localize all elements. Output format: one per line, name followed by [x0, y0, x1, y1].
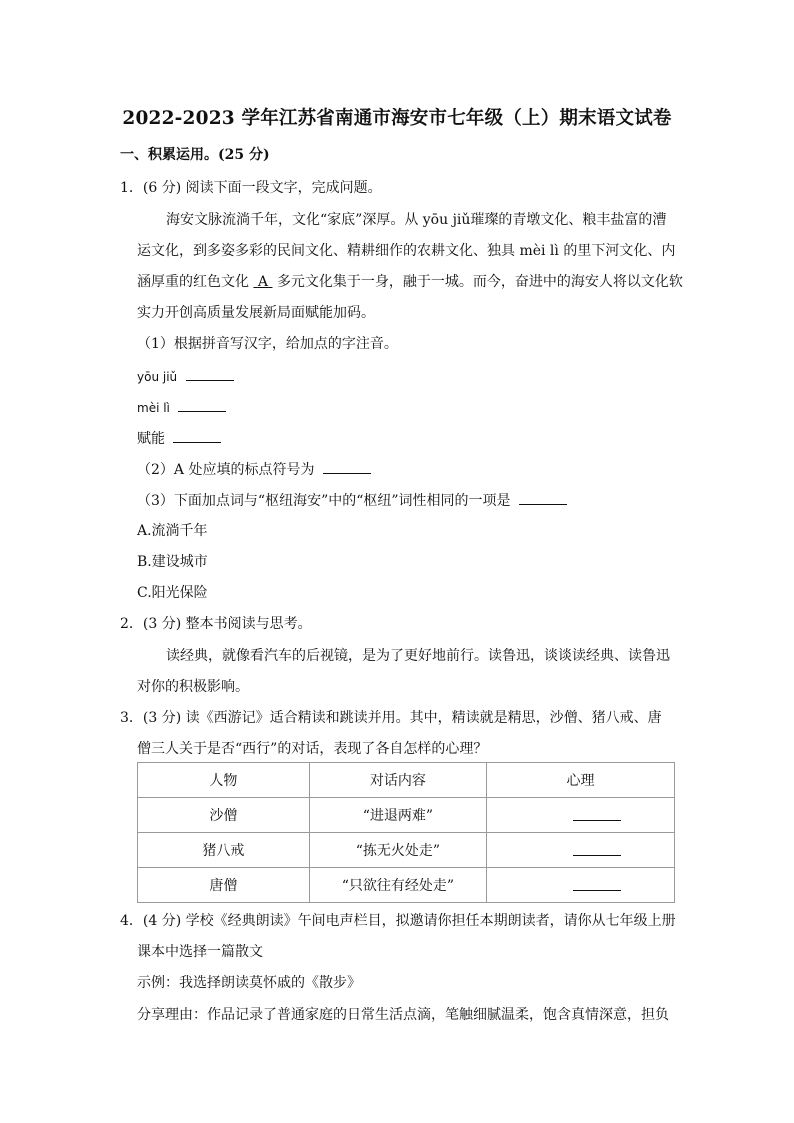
cell-dialog: “拣无火处走” [309, 833, 486, 868]
table-row [138, 868, 675, 903]
q1-passage-line-3b: 多元文化集于一身，融于一城。而今，奋进中的海安人将以文化软 [276, 274, 683, 290]
q1-passage-line-3 [137, 272, 683, 292]
q4-example: 示例：我选择朗读莫怀戚的《散步》 [137, 975, 361, 991]
q2-line-2: 对你的积极影响。 [137, 679, 249, 695]
q1-passage-line-2: 运文化，到多姿多彩的民间文化、精耕细作的农耕文化、独具 mèi lì 的里下河文化、内 [137, 243, 676, 259]
q2-heading: 2．(3 分) 整本书阅读与思考。 [120, 616, 312, 632]
cell-person: 猪八戒 [138, 833, 310, 868]
q1-sub1: （1）根据拼音写汉字，给加点的字注音。 [137, 336, 398, 352]
exam-title: 2022-2023 学年江苏省南通市海安市七年级（上）期末语文试卷 [122, 108, 672, 129]
answer-blank[interactable] [519, 490, 567, 505]
table-header-dialog: 对话内容 [309, 763, 486, 798]
q4-heading-1: 4．(4 分) 学校《经典朗读》午间电声栏目，拟邀请你担任本期朗读者，请你从七年级上册 [120, 913, 676, 929]
cell-psychology [487, 868, 675, 903]
table-header-psychology: 心理 [487, 763, 675, 798]
cell-person: 唐僧 [138, 868, 310, 903]
pinyin-1-row [137, 366, 234, 387]
answer-blank[interactable] [573, 806, 621, 821]
q1-heading: 1．(6 分) 阅读下面一段文字，完成问题。 [120, 180, 382, 196]
option-a[interactable]: A.流淌千年 [137, 523, 208, 539]
cell-psychology [487, 833, 675, 868]
q1-sub2: （2）A 处应填的标点符号为 [137, 459, 371, 480]
pinyin-1: yōu jiǔ [137, 370, 178, 384]
table-header-person: 人物 [138, 763, 310, 798]
q4-heading-2: 课本中选择一篇散文 [137, 944, 263, 960]
answer-blank[interactable] [173, 428, 221, 443]
answer-blank[interactable] [573, 841, 621, 856]
cell-dialog: “进退两难” [309, 798, 486, 833]
q1-passage-line-1: 海安文脉流淌千年，文化“家底”深厚。从 yōu jiǔ璀璨的青墩文化、粮丰盐富的漕 [166, 212, 667, 228]
answer-blank[interactable] [178, 397, 226, 412]
q4-reason: 分享理由：作品记录了普通家庭的日常生活点滴，笔触细腻温柔，饱含真情深意，担负 [137, 1007, 669, 1023]
word-funeng: 赋能 [137, 431, 165, 447]
table-row [138, 833, 675, 868]
psychology-table [137, 762, 675, 903]
blank-A-marker: A [257, 274, 269, 290]
pinyin-2: mèi lì [137, 401, 170, 415]
q2-line-1: 读经典，就像看汽车的后视镜，是为了更好地前行。读鲁迅，谈谈读经典、读鲁迅 [166, 648, 670, 664]
pinyin-2-row [137, 397, 226, 418]
q3-heading-1: 3．(3 分) 读《西游记》适合精读和跳读并用。其中，精读就是精思，沙僧、猪八戒、唐 [120, 710, 662, 726]
cell-psychology [487, 798, 675, 833]
q1-passage-line-3a: 涵厚重的红色文化 [137, 274, 249, 290]
table-row [138, 798, 675, 833]
answer-blank[interactable] [573, 876, 621, 891]
option-b[interactable]: B.建设城市 [137, 554, 208, 570]
answer-blank[interactable] [323, 459, 371, 474]
q1-sub3: （3）下面加点词与“枢纽海安”中的“枢纽”词性相同的一项是 [137, 490, 567, 511]
cell-person: 沙僧 [138, 798, 310, 833]
q3-heading-2: 僧三人关于是否“西行”的对话，表现了各自怎样的心理？ [137, 741, 488, 757]
answer-blank[interactable] [186, 366, 234, 381]
pinyin-3-row [137, 428, 221, 449]
table-header-row [138, 763, 675, 798]
section-heading: 一、积累运用。(25 分) [120, 147, 270, 163]
q1-passage-line-4: 实力开创高质量发展新局面赋能加码。 [137, 305, 375, 321]
option-c[interactable]: C.阳光保险 [137, 585, 208, 601]
cell-dialog: “只欲往有经处走” [309, 868, 486, 903]
